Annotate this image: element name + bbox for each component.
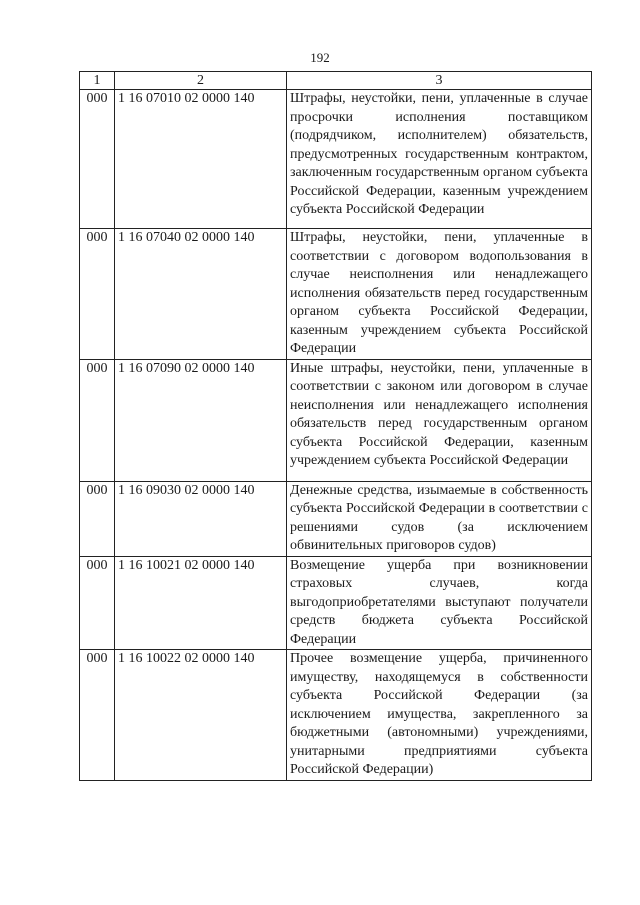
table-row (80, 481, 592, 556)
table-row (80, 229, 592, 360)
admin-code-cell: 000 (80, 229, 115, 360)
page-number: 192 (310, 50, 330, 65)
kbk-code-cell: 1 16 10021 02 0000 140 (115, 556, 287, 650)
table-row (80, 359, 592, 481)
column-header-1: 1 (80, 72, 115, 90)
table-row (80, 90, 592, 229)
description-cell: Денежные средства, изымаемые в собственность субъекта Российской Федерации в соответствии с решениями судов (за исключением обвинительных приговоров судов) (287, 481, 592, 556)
admin-code-cell: 000 (80, 359, 115, 481)
table-row (80, 650, 592, 781)
description-cell: Штрафы, неустойки, пени, уплаченные в случае просрочки исполнения поставщиком (подрядчиком, исполнителем) обязательств, предусмотренных государственным контрактом, заключенным государственным органом субъекта Российской Федерации, казенным учреждением субъекта Российской Федерации (287, 90, 592, 229)
column-header-3: 3 (287, 72, 592, 90)
kbk-code-cell: 1 16 09030 02 0000 140 (115, 481, 287, 556)
table-row (80, 556, 592, 650)
budget-classification-table (79, 71, 592, 781)
column-header-2: 2 (115, 72, 287, 90)
description-cell: Штрафы, неустойки, пени, уплаченные в соответствии с договором водопользования в случае неисполнения или ненадлежащего исполнения обязательств перед государственным органом субъекта Российской Федерации, казенным учреждением субъекта Российской Федерации (287, 229, 592, 360)
kbk-code-cell: 1 16 07090 02 0000 140 (115, 359, 287, 481)
kbk-code-cell: 1 16 10022 02 0000 140 (115, 650, 287, 781)
admin-code-cell: 000 (80, 90, 115, 229)
admin-code-cell: 000 (80, 556, 115, 650)
kbk-code-cell: 1 16 07010 02 0000 140 (115, 90, 287, 229)
description-cell: Возмещение ущерба при возникновении страховых случаев, когда выгодоприобретателями выступают получатели средств бюджета субъекта Российской Федерации (287, 556, 592, 650)
table-header-row (80, 72, 592, 90)
admin-code-cell: 000 (80, 650, 115, 781)
description-cell: Прочее возмещение ущерба, причиненного имуществу, находящемуся в собственности субъекта Российской Федерации (за исключением имущества, закрепленного за бюджетными (автономными) учреждениями, унитарными предприятиями субъекта Российской Федерации) (287, 650, 592, 781)
description-cell: Иные штрафы, неустойки, пени, уплаченные в соответствии с законом или договором в случае неисполнения или ненадлежащего исполнения обязательств перед государственным органом субъекта Российской Федерации, казенным учреждением субъекта Российской Федерации (287, 359, 592, 481)
admin-code-cell: 000 (80, 481, 115, 556)
kbk-code-cell: 1 16 07040 02 0000 140 (115, 229, 287, 360)
